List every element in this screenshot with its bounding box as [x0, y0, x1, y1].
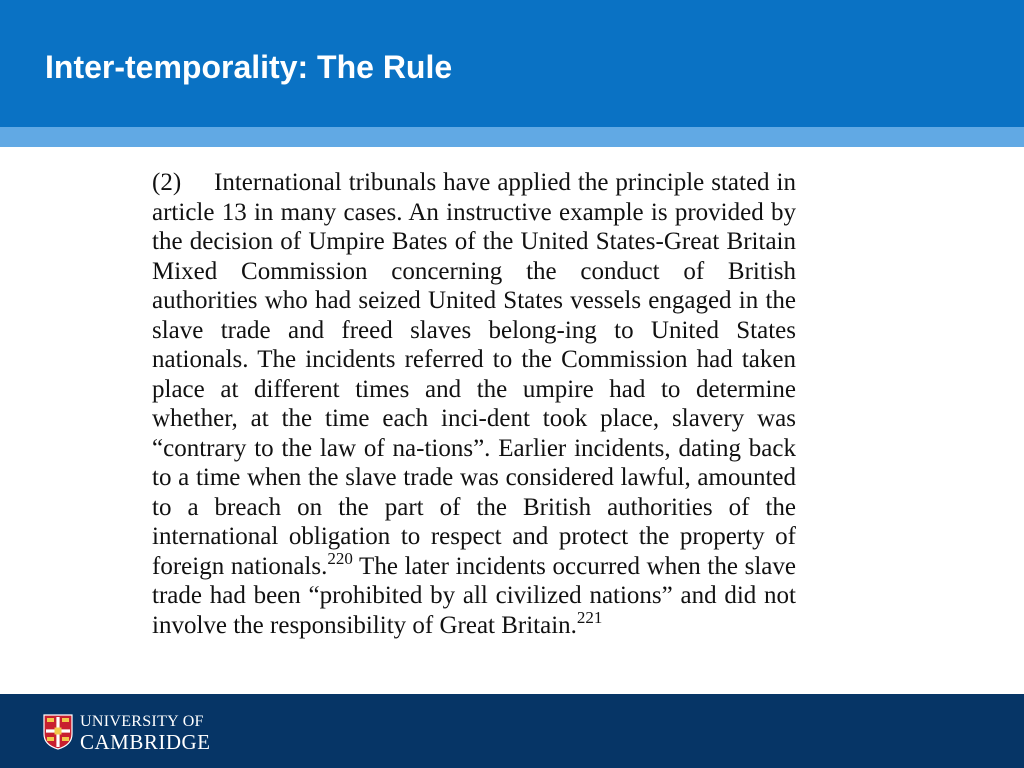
- footnote-ref-221: 221: [576, 607, 603, 627]
- slide-title: Inter-temporality: The Rule: [45, 49, 453, 85]
- slide-footer: [0, 694, 1024, 768]
- cambridge-crest-icon: [43, 714, 73, 750]
- excerpt-text-part1: International tribunals have applied the principle stated in article 13 in many cases. An instructive example is provided by the decision of Umpire Bates of the United States-Great Britain Mixed Commission concerning the conduct of British authorities who had seized United States vessels engaged in the slave trade and freed slaves belong-ing to United States nationals. The incidents referred to the Commission had taken place at different times and the umpire had to determine whether, at the time each inci-dent took place, slavery was “contrary to the law of na-tions”. Earlier incidents, dating back to a time when the slave trade was considered lawful, amounted to a breach on the part of the British authorities of the international obligation to respect and protect the property of foreign nationals.: [152, 169, 796, 580]
- slide-header: [0, 0, 1024, 127]
- university-wordmark: [80, 713, 211, 753]
- footnote-ref-220: 220: [327, 548, 353, 568]
- wordmark-line-university-of: UNIVERSITY OF: [80, 713, 204, 730]
- header-accent-strip: [0, 127, 1024, 147]
- quoted-commentary-excerpt: [152, 168, 796, 640]
- paragraph-number: (2): [152, 169, 182, 196]
- wordmark-line-cambridge: CAMBRIDGE: [80, 730, 211, 754]
- excerpt-text-part2: The later incidents occurred when the slave trade had been “prohibited by all civilized nations” and did not involve the responsibility of Great Britain.: [152, 552, 796, 639]
